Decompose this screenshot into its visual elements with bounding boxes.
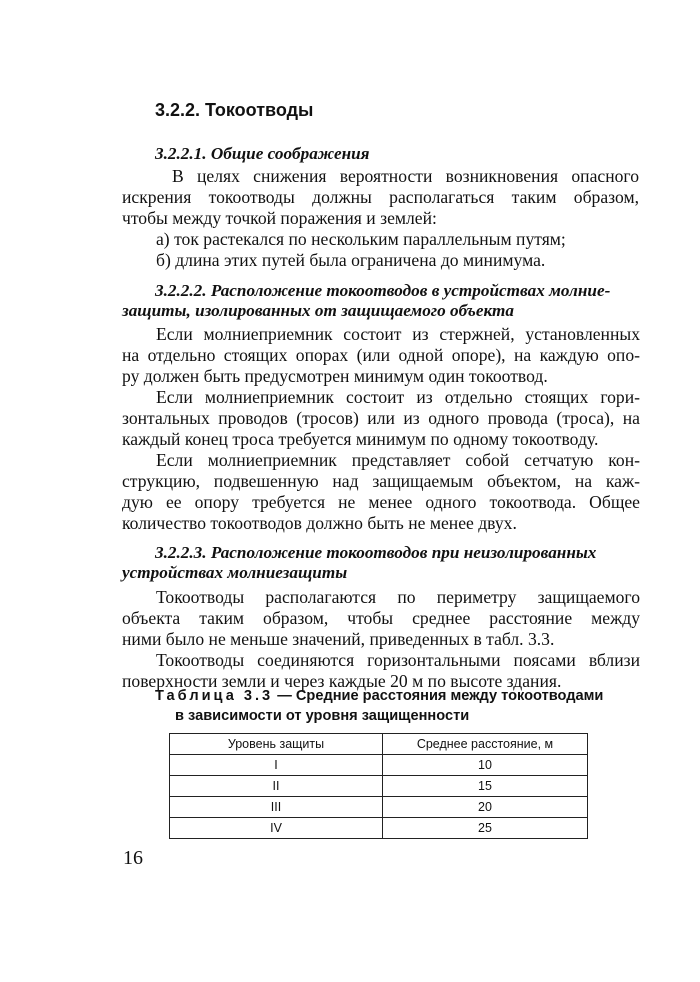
table-cell-level: II <box>170 776 383 797</box>
subsection-title-3-line1: 3.2.2.3. Расположение токоотводов при неизолированных <box>155 543 597 562</box>
paragraph-line: объекта таким образом, чтобы среднее расстояние между <box>122 608 640 628</box>
paragraph-line: искрения токоотводы должны располагаться таким образом, <box>122 187 639 207</box>
paragraph-line: на отдельно стоящих опорах (или одной опоре), на каждую опо- <box>122 345 640 365</box>
paragraph-line: В целях снижения вероятности возникновения опасного <box>172 166 639 186</box>
distance-table <box>169 733 588 839</box>
table-cell-level: III <box>170 797 383 818</box>
subsection-title-2-line1: 3.2.2.2. Расположение токоотводов в устройствах молние- <box>155 281 611 300</box>
table-cell-level: I <box>170 755 383 776</box>
paragraph-line: зонтальных проводов (тросов) или из одного провода (троса), на <box>122 408 640 428</box>
paragraph-line: чтобы между точкой поражения и землей: <box>122 208 437 228</box>
paragraph-line: Если молниеприемник состоит из отдельно стоящих гори- <box>156 387 640 407</box>
table-cell-distance: 25 <box>383 818 588 839</box>
section-title: 3.2.2. Токоотводы <box>155 100 314 120</box>
paragraph-line: струкцию, подвешенную над защищаемым объектом, на каж- <box>122 471 640 491</box>
paragraph-line: ними было не меньше значений, приведенных в табл. 3.3. <box>122 629 555 649</box>
table-header-cell: Уровень защиты <box>170 734 383 755</box>
table-caption-label: Таблица 3.3 <box>155 688 274 704</box>
paragraph-line: Если молниеприемник состоит из стержней, установленных <box>156 324 640 344</box>
table-row <box>170 776 588 797</box>
table-caption-line2: в зависимости от уровня защищенности <box>175 708 470 724</box>
table-caption-text: — Средние расстояния между токоотводами <box>277 688 604 704</box>
subsection-title-2-line2: защиты, изолированных от защищаемого объекта <box>122 301 514 320</box>
paragraph-line: Токоотводы соединяются горизонтальными поясами вблизи <box>156 650 640 670</box>
table-row <box>170 755 588 776</box>
subsection-title-3-line2: устройствах молниезащиты <box>122 563 348 582</box>
paragraph-line: Токоотводы располагаются по периметру защищаемого <box>156 587 640 607</box>
paragraph-line: ру должен быть предусмотрен минимум один токоотвод. <box>122 366 548 386</box>
table-cell-distance: 20 <box>383 797 588 818</box>
list-item-b: б) длина этих путей была ограничена до минимума. <box>156 250 546 270</box>
table-header-cell: Среднее расстояние, м <box>383 734 588 755</box>
page-number: 16 <box>123 847 143 869</box>
list-item-a: а) ток растекался по нескольким параллельным путям; <box>156 229 566 249</box>
table-cell-level: IV <box>170 818 383 839</box>
subsection-title-1: 3.2.2.1. Общие соображения <box>155 144 370 163</box>
paragraph-line: каждый конец троса требуется минимум по одному токоотводу. <box>122 429 599 449</box>
table-row <box>170 797 588 818</box>
paragraph-line: Если молниеприемник представляет собой сетчатую кон- <box>156 450 640 470</box>
paragraph-line: поверхности земли и через каждые 20 м по высоте здания. <box>122 671 562 691</box>
table-cell-distance: 10 <box>383 755 588 776</box>
table-header-row <box>170 734 588 755</box>
paragraph-line: дую ее опору требуется не менее одного токоотвода. Общее <box>122 492 640 512</box>
table-row <box>170 818 588 839</box>
table-cell-distance: 15 <box>383 776 588 797</box>
paragraph-line: количество токоотводов должно быть не менее двух. <box>122 513 517 533</box>
table-caption-line1 <box>155 688 603 704</box>
